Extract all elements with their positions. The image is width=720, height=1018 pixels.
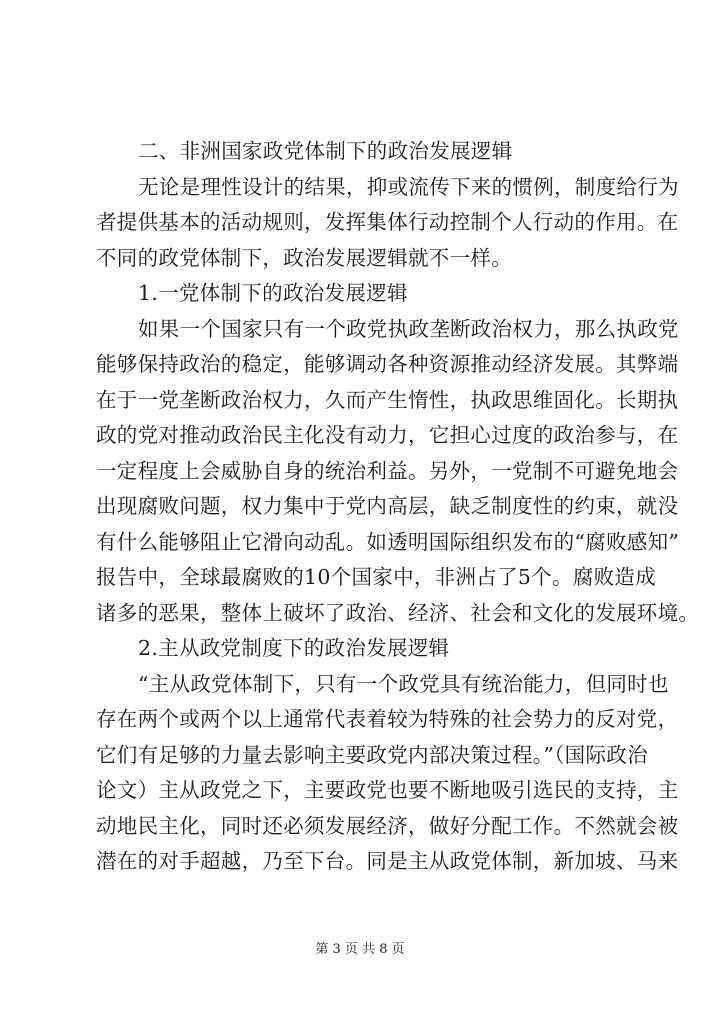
paragraph-line: 诸多的恶果，整体上破坏了政治、经济、社会和文化的发展环境。 [96,600,700,625]
paragraph-line: “主从政党体制下，只有一个政党具有统治能力，但同时也 [138,671,669,696]
section-heading: 二、非洲国家政党体制下的政治发展逻辑 [138,139,513,163]
paragraph-3 [96,667,679,880]
paragraph-line: 有什么能够阻止它滑向动乱。如透明国际组织发布的“腐败感知” [96,529,680,554]
document-body [96,134,700,880]
paragraph-line: 报告中，全球最腐败的10个国家中，非洲占了5个。腐败造成 [96,565,657,589]
paragraph-line: 如果一个国家只有一个政党执政垄断政治权力，那么执政党 [138,316,679,341]
paragraph-line: 动地民主化，同时还必须发展经济，做好分配工作。不然就会被 [96,813,679,838]
paragraph-line: 政的党对推动政治民主化没有动力，它担心过度的政治参与，在 [96,423,679,447]
paragraph-line: 在于一党垄断政治权力，久而产生惰性，执政思维固化。长期执 [96,387,679,412]
paragraph-1 [96,170,679,277]
paragraph-2 [96,312,700,632]
paragraph-line: 无论是理性设计的结果，抑或流传下来的惯例，制度给行为 [138,174,679,199]
paragraph-line: 能够保持政治的稳定，能够调动各种资源推动经济发展。其弊端 [96,352,679,376]
page-footer: 第 3 页 共 8 页 [315,942,405,957]
paragraph-line: 存在两个或两个以上通常代表着较为特殊的社会势力的反对党， [96,707,679,731]
paragraph-line: 者提供基本的活动规则，发挥集体行动控制个人行动的作用。在 [96,210,679,234]
paragraph-line: 不同的政党体制下，政治发展逻辑就不一样。 [96,245,512,270]
subsection-heading-1: 1.一党体制下的政治发展逻辑 [138,281,408,305]
paragraph-line: 论文）主从政党之下，主要政党也要不断地吸引选民的支持，主 [96,778,679,802]
paragraph-line: 出现腐败问题，权力集中于党内高层，缺乏制度性的约束，就没 [96,494,679,518]
subsection-heading-2: 2.主从政党制度下的政治发展逻辑 [138,636,450,660]
paragraph-line: 潜在的对手超越，乃至下台。同是主从政党体制，新加坡、马来 [96,849,679,873]
paragraph-line: 它们有足够的力量去影响主要政党内部决策过程。”（国际政治 [96,742,648,767]
paragraph-line: 一定程度上会威胁自身的统治利益。另外，一党制不可避免地会 [96,458,679,483]
